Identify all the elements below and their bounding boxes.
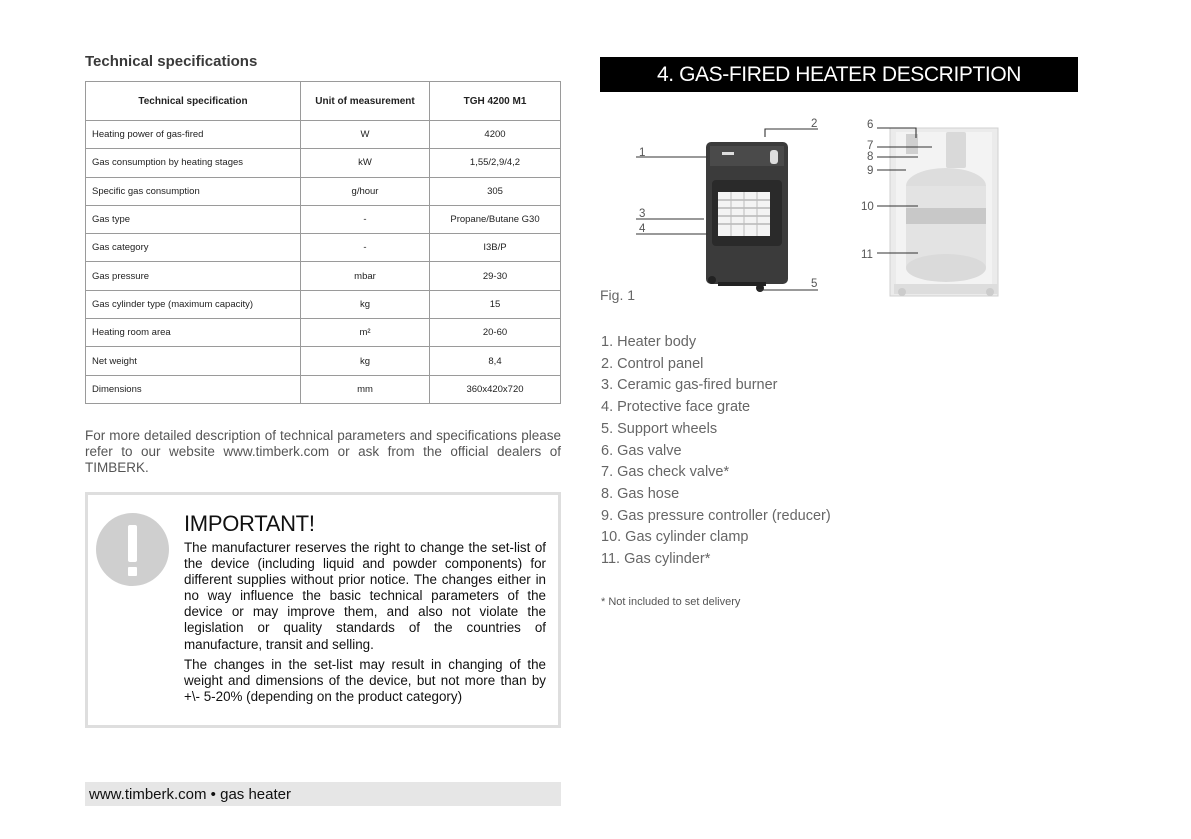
spec-name: Gas cylinder type (maximum capacity) xyxy=(86,290,301,318)
spec-table xyxy=(85,81,561,404)
spec-unit: - xyxy=(301,205,430,233)
spec-value: I3B/P xyxy=(430,234,561,262)
figure-caption: Fig. 1 xyxy=(600,287,636,303)
callout-number: 4 xyxy=(639,223,646,235)
table-row xyxy=(86,262,561,290)
spec-name: Heating room area xyxy=(86,319,301,347)
heater-front-illustration xyxy=(706,142,788,292)
callout-number: 11 xyxy=(861,249,873,261)
spec-name: Heating power of gas-fired xyxy=(86,121,301,149)
exclamation-icon-dot xyxy=(128,567,137,576)
heater-figure xyxy=(600,110,1020,300)
table-row xyxy=(86,121,561,149)
list-item: 6. Gas valve xyxy=(601,442,682,459)
spec-value: Propane/Butane G30 xyxy=(430,205,561,233)
parts-list xyxy=(601,332,831,571)
heater-internal-illustration xyxy=(890,128,998,296)
spec-unit: kg xyxy=(301,347,430,375)
spec-unit: g/hour xyxy=(301,177,430,205)
important-paragraph-1: The manufacturer reserves the right to change the set-list of the device (including liquid and powder components) for different supplies without prior notice. The changes either in no way influence the basic technical parameters of the device or may improve them, and also not violate the legislation or quality standards of the countries of manufacture, transit and selling. xyxy=(184,540,546,652)
spec-name: Dimensions xyxy=(86,375,301,403)
table-row xyxy=(86,234,561,262)
table-row xyxy=(86,347,561,375)
list-item: 11. Gas cylinder* xyxy=(601,551,711,568)
callout-number: 1 xyxy=(639,147,646,159)
spec-name: Specific gas consumption xyxy=(86,177,301,205)
important-paragraph-2: The changes in the set-list may result in changing of the weight and dimensions of the device, but not more than by +\- 5-20% (depending on the product category) xyxy=(184,657,546,705)
spec-unit: m² xyxy=(301,319,430,347)
list-item: 3. Ceramic gas-fired burner xyxy=(601,377,778,394)
spec-value: 8,4 xyxy=(430,347,561,375)
spec-col-header: Unit of measurement xyxy=(301,82,430,121)
spec-value: 4200 xyxy=(430,121,561,149)
callout-number: 9 xyxy=(867,165,874,177)
spec-unit: mm xyxy=(301,375,430,403)
spec-col-header: TGH 4200 M1 xyxy=(430,82,561,121)
list-item: 2. Control panel xyxy=(601,355,704,372)
spec-name: Gas consumption by heating stages xyxy=(86,149,301,177)
callout-number: 3 xyxy=(639,208,646,220)
spec-value: 1,55/2,9/4,2 xyxy=(430,149,561,177)
table-row xyxy=(86,290,561,318)
exclamation-icon-bar xyxy=(128,525,137,562)
callout-number: 8 xyxy=(867,151,874,163)
spec-value: 305 xyxy=(430,177,561,205)
table-row xyxy=(86,205,561,233)
list-item: 9. Gas pressure controller (reducer) xyxy=(601,507,831,524)
list-item: 1. Heater body xyxy=(601,334,697,350)
callout-number: 10 xyxy=(861,201,874,213)
footnote: * Not included to set delivery xyxy=(601,596,741,608)
table-row xyxy=(86,319,561,347)
spec-value: 360x420x720 xyxy=(430,375,561,403)
table-row xyxy=(86,177,561,205)
list-item: 7. Gas check valve* xyxy=(601,464,730,481)
table-row xyxy=(86,375,561,403)
spec-unit: W xyxy=(301,121,430,149)
more-info-paragraph: For more detailed description of technical parameters and specifications please refer to our website www.timberk.com or ask from the official dealers of TIMBERK. xyxy=(85,428,561,475)
callout-number: 2 xyxy=(811,118,818,130)
spec-value: 15 xyxy=(430,290,561,318)
spec-unit: kW xyxy=(301,149,430,177)
spec-name: Gas type xyxy=(86,205,301,233)
footer-text: www.timberk.com • gas heater xyxy=(89,786,291,803)
spec-table-header-row xyxy=(86,82,561,121)
section-title: 4. GAS-FIRED HEATER DESCRIPTION xyxy=(600,57,1078,92)
list-item: 5. Support wheels xyxy=(601,420,718,437)
spec-unit: - xyxy=(301,234,430,262)
callout-number: 5 xyxy=(811,278,818,290)
table-row xyxy=(86,149,561,177)
spec-unit: kg xyxy=(301,290,430,318)
list-item: 8. Gas hose xyxy=(601,485,680,502)
spec-name: Gas pressure xyxy=(86,262,301,290)
spec-value: 29-30 xyxy=(430,262,561,290)
callout-number: 7 xyxy=(867,140,874,152)
callout-number: 6 xyxy=(867,119,874,131)
spec-name: Net weight xyxy=(86,347,301,375)
spec-unit: mbar xyxy=(301,262,430,290)
spec-col-header: Technical specification xyxy=(86,82,301,121)
list-item: 4. Protective face grate xyxy=(601,399,751,416)
important-title: IMPORTANT! xyxy=(184,511,315,536)
specs-heading: Technical specifications xyxy=(85,53,258,70)
spec-name: Gas category xyxy=(86,234,301,262)
spec-value: 20-60 xyxy=(430,319,561,347)
list-item: 10. Gas cylinder clamp xyxy=(601,529,749,546)
